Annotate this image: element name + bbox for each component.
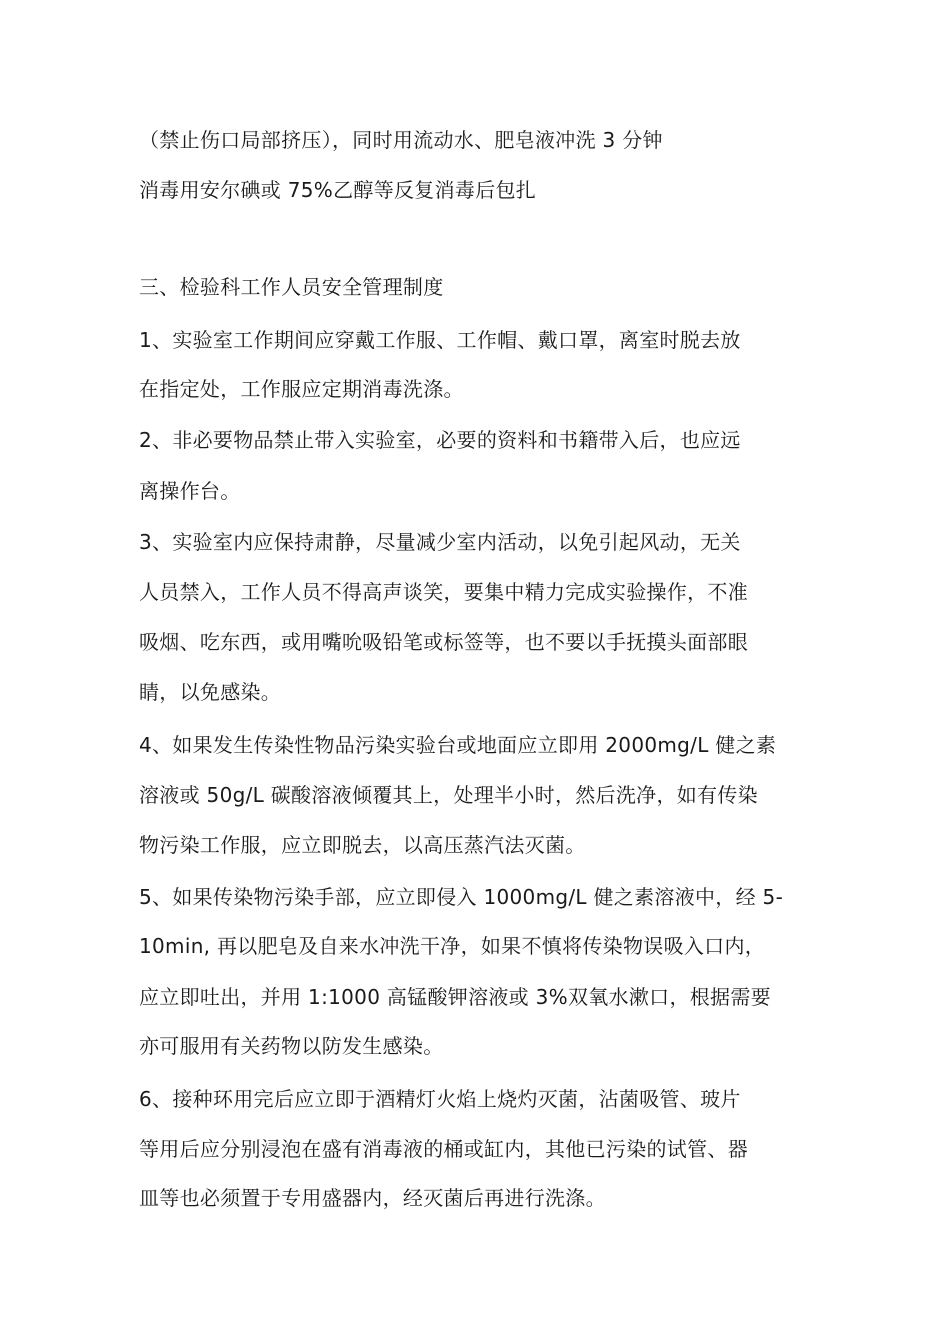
text-line: 吸烟、吃东西，或用嘴吮吸铅笔或标签等，也不要以手抚摸头面部眼 (139, 630, 748, 654)
text-line: 在指定处，工作服应定期消毒洗涤。 (139, 377, 464, 401)
text-line: 亦可服用有关药物以防发生感染。 (139, 1034, 444, 1058)
text-line: 睛，以免感染。 (139, 680, 282, 704)
text-line: 溶液或 50g/L 碳酸溶液倾覆其上，处理半小时，然后洗净，如有传染 (139, 783, 758, 807)
text-line: 3、实验室内应保持肃静，尽量减少室内活动，以免引起风动，无关 (139, 530, 741, 554)
text-line: 2、非必要物品禁止带入实验室，必要的资料和书籍带入后，也应远 (139, 428, 741, 452)
text-line: 应立即吐出，并用 1:1000 高锰酸钾溶液或 3%双氧水漱口，根据需要 (139, 985, 771, 1009)
text-line: 1、实验室工作期间应穿戴工作服、工作帽、戴口罩，离室时脱去放 (139, 328, 741, 352)
section-heading: 三、检验科工作人员安全管理制度 (139, 275, 444, 299)
text-line: （禁止伤口局部挤压），同时用流动水、肥皂液冲洗 3 分钟 (139, 128, 663, 152)
text-line: 人员禁入，工作人员不得高声谈笑，要集中精力完成实验操作，不准 (139, 580, 748, 604)
text-line: 离操作台。 (139, 479, 241, 503)
text-line: 5、如果传染物污染手部，应立即侵入 1000mg/L 健之素溶液中，经 5- (139, 885, 784, 909)
text-line: 物污染工作服，应立即脱去，以高压蒸汽法灭菌。 (139, 833, 586, 857)
text-line: 10min, 再以肥皂及自来水冲洗干净，如果不慎将传染物误吸入口内， (139, 934, 766, 958)
text-line: 6、接种环用完后应立即于酒精灯火焰上烧灼灭菌，沾菌吸管、玻片 (139, 1087, 741, 1111)
text-line: 消毒用安尔碘或 75%乙醇等反复消毒后包扎 (139, 178, 537, 202)
text-line: 4、如果发生传染性物品污染实验台或地面应立即用 2000mg/L 健之素 (139, 733, 777, 757)
text-line: 等用后应分别浸泡在盛有消毒液的桶或缸内，其他已污染的试管、器 (139, 1137, 748, 1161)
text-line: 皿等也必须置于专用盛器内，经灭菌后再进行洗涤。 (139, 1186, 606, 1210)
